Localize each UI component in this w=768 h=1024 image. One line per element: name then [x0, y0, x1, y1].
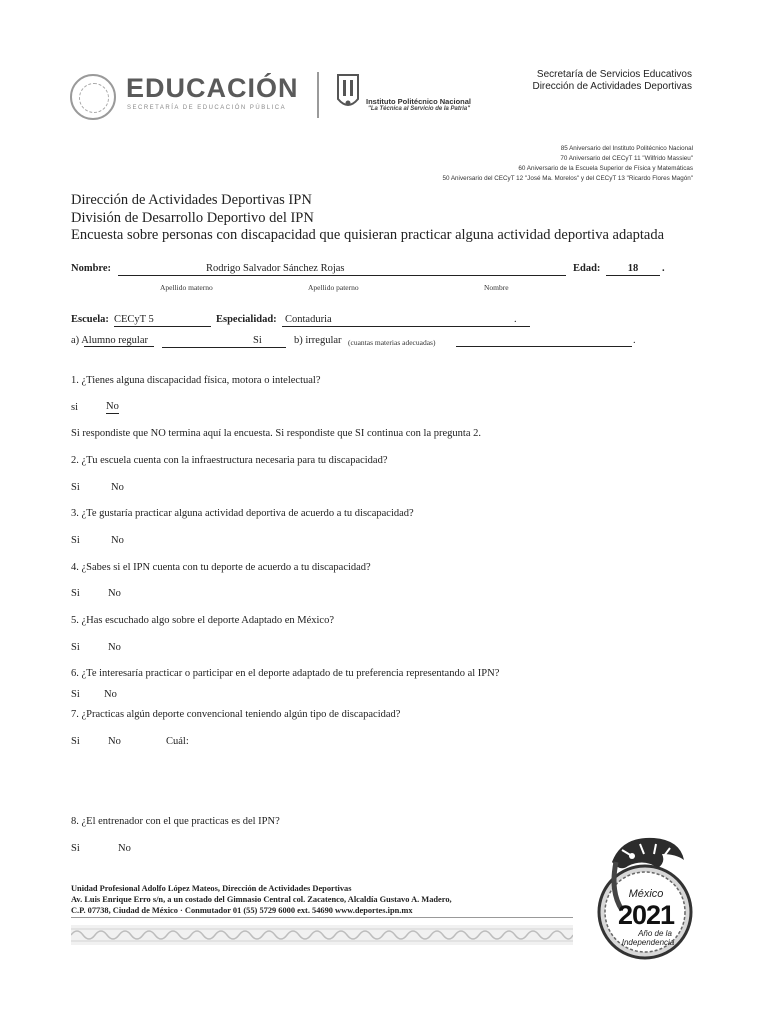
title-division: División de Desarrollo Deportivo del IPN	[71, 210, 314, 226]
especialidad-label: Especialidad:	[216, 314, 277, 325]
question-5-yes[interactable]: Si	[71, 642, 80, 653]
sep-seal-icon	[70, 74, 116, 120]
badge-line1: Año de la	[638, 929, 672, 938]
apellido-paterno-caption: Apellido paterno	[308, 283, 359, 292]
question-3-yes[interactable]: Si	[71, 535, 80, 546]
anniversary-line: 60 Aniversario de la Escuela Superior de Física y Matemáticas	[518, 165, 693, 172]
escuela-value: CECyT 5	[114, 314, 154, 325]
ipn-logo-icon	[335, 73, 361, 113]
question-7: 7. ¿Practicas algún deporte convencional teniendo algún tipo de discapacidad?	[71, 709, 401, 720]
ipn-name: Instituto Politécnico Nacional	[366, 97, 472, 106]
question-5: 5. ¿Has escuchado algo sobre el deporte Adaptado en México?	[71, 615, 334, 626]
footer-contact-line: C.P. 07738, Ciudad de México · Conmutador 01 (55) 5729 6000 ext. 54690 www.deportes.ipn.mx	[71, 906, 413, 915]
header-divider	[317, 72, 319, 118]
question-1-no[interactable]: No	[106, 401, 119, 412]
question-5-no[interactable]: No	[108, 642, 121, 653]
question-2-yes[interactable]: Si	[71, 482, 80, 493]
edad-suffix: .	[662, 263, 665, 274]
footer-divider	[71, 917, 573, 918]
question-7-yes[interactable]: Si	[71, 736, 80, 747]
nombre-field[interactable]	[118, 263, 566, 276]
question-1: 1. ¿Tienes alguna discapacidad física, motora o intelectual?	[71, 375, 321, 386]
question-8-no[interactable]: No	[118, 843, 131, 854]
irregular-note: (cuantas materias adecuadas)	[348, 338, 436, 347]
irregular-label: b) irregular	[294, 335, 342, 346]
nombre-label: Nombre:	[71, 263, 112, 274]
question-4-yes[interactable]: Si	[71, 588, 80, 599]
title-direccion: Dirección de Actividades Deportivas IPN	[71, 192, 312, 208]
ipn-motto: "La Técnica al Servicio de la Patria"	[368, 106, 471, 112]
escuela-field[interactable]	[114, 314, 211, 327]
question-4-no[interactable]: No	[108, 588, 121, 599]
badge-mexico: México	[628, 888, 664, 900]
alumno-regular-field[interactable]	[162, 335, 286, 348]
anniversary-line: 50 Aniversario del CECyT 12 "José Ma. Morelos" y del CECyT 13 "Ricardo Flores Magón"	[442, 175, 693, 182]
question-7-no[interactable]: No	[108, 736, 121, 747]
anniversary-line: 70 Aniversario del CECyT 11 "Wilfrido Massieu"	[560, 155, 693, 162]
edad-field[interactable]: 18	[606, 263, 660, 276]
edad-label: Edad:	[573, 263, 601, 274]
badge-year: 2021	[617, 900, 675, 930]
question-6-yes[interactable]: Si	[71, 689, 80, 700]
question-1-yes[interactable]: si	[71, 402, 79, 413]
alumno-regular-value: Si	[253, 335, 262, 346]
direccion-label: Dirección de Actividades Deportivas	[532, 81, 692, 92]
alumno-regular-label: a) Alumno regular	[71, 335, 148, 346]
footer-address-line: Av. Luis Enrique Erro s/n, a un costado del Gimnasio Central col. Zacatenco, Alcaldía Gustavo A. Madero,	[71, 895, 452, 904]
question-2: 2. ¿Tu escuela cuenta con la infraestructura necesaria para tu discapacidad?	[71, 455, 388, 466]
secretaria-label: Secretaría de Servicios Educativos	[536, 69, 692, 80]
question-3: 3. ¿Te gustaría practicar alguna actividad deportiva de acuerdo a tu discapacidad?	[71, 508, 414, 519]
educacion-logo-subtitle: SECRETARÍA DE EDUCACIÓN PÚBLICA	[127, 105, 287, 111]
especialidad-suffix: .	[514, 314, 517, 325]
question-3-no[interactable]: No	[111, 535, 124, 546]
decorative-pattern-band	[71, 925, 573, 945]
footer-address-line: Unidad Profesional Adolfo López Mateos, Dirección de Actividades Deportivas	[71, 884, 352, 893]
question-7-cual: Cuál:	[166, 736, 189, 747]
alumno-regular-underline	[84, 346, 154, 347]
question-8: 8. ¿El entrenador con el que practicas es del IPN?	[71, 816, 280, 827]
nombre-caption: Nombre	[484, 283, 509, 292]
especialidad-value: Contaduria	[285, 314, 332, 325]
escuela-label: Escuela:	[71, 314, 109, 325]
question-8-yes[interactable]: Si	[71, 843, 80, 854]
nombre-value: Rodrigo Salvador Sánchez Rojas	[206, 263, 345, 274]
irregular-suffix: .	[633, 335, 636, 346]
educacion-logo-title: EDUCACIÓN	[126, 73, 299, 103]
question-6: 6. ¿Te interesaría practicar o participar en el deporte adaptado de tu preferencia representando al IPN?	[71, 668, 500, 679]
apellido-materno-caption: Apellido materno	[160, 283, 213, 292]
especialidad-field[interactable]	[282, 314, 530, 327]
irregular-field[interactable]	[456, 346, 632, 347]
question-6-no[interactable]: No	[104, 689, 117, 700]
anniversary-line: 85 Aniversario del Instituto Politécnico Nacional	[560, 145, 693, 152]
title-encuesta: Encuesta sobre personas con discapacidad que quisieran practicar alguna actividad deportiva adaptada	[71, 227, 665, 243]
question-note: Si respondiste que NO termina aquí la encuesta. Si respondiste que SI continua con la pregunta 2.	[71, 428, 481, 439]
question-4: 4. ¿Sabes si el IPN cuenta con tu deporte de acuerdo a tu discapacidad?	[71, 562, 371, 573]
question-2-no[interactable]: No	[111, 482, 124, 493]
badge-line2: Independencia	[621, 938, 675, 947]
